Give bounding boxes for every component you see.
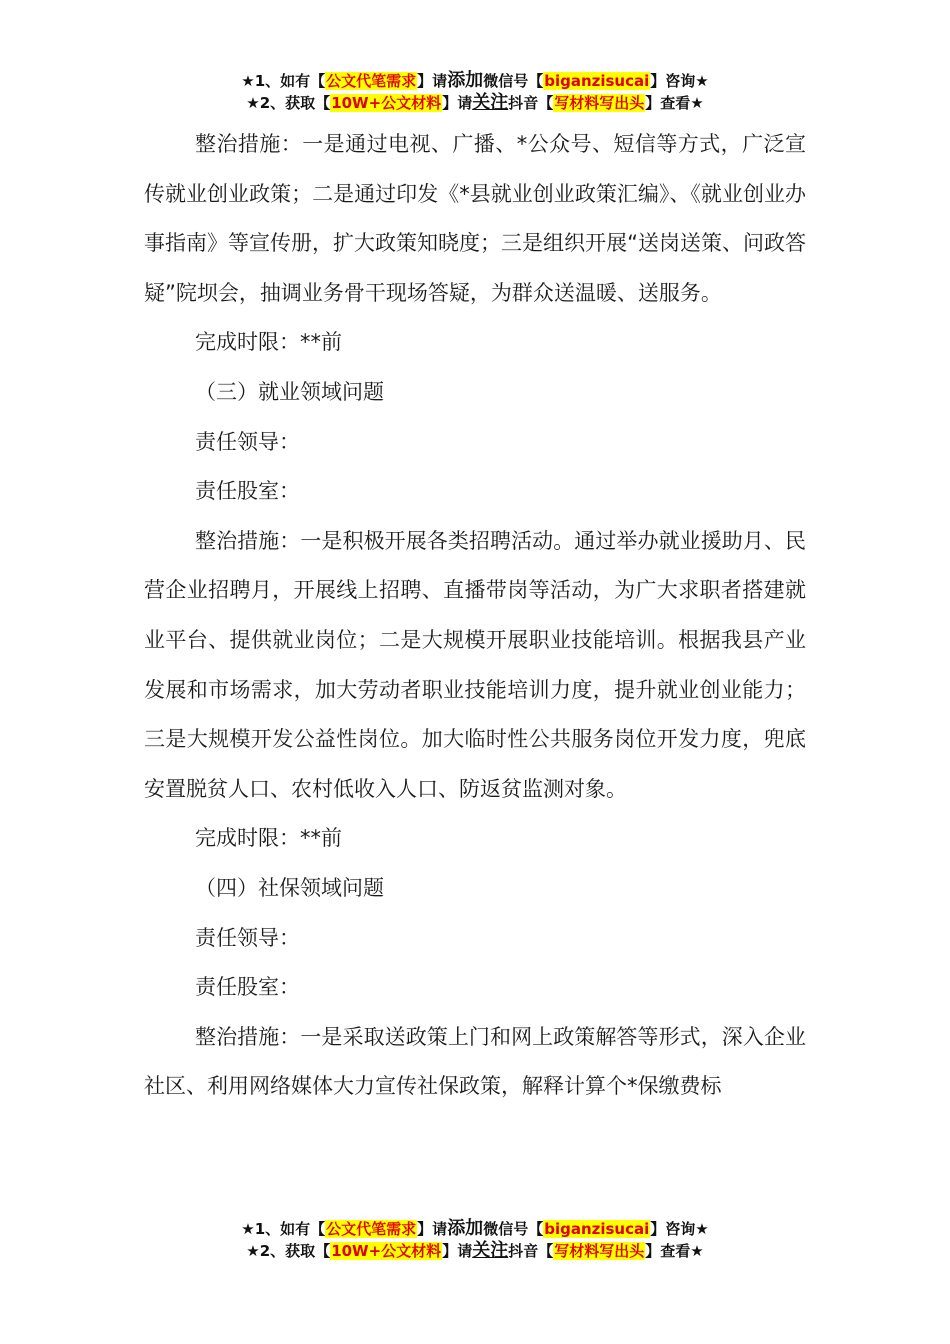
banner-text: 】查看	[645, 1242, 691, 1260]
highlight-materials: 10W+公文材料	[331, 1242, 442, 1260]
highlight-service: 公文代笔需求	[326, 1220, 417, 1238]
banner-text: 】请	[417, 1220, 448, 1238]
banner-line-1	[0, 70, 950, 92]
banner-text: 抖音【	[508, 94, 554, 112]
paragraph-leader: 责任领导：	[195, 925, 300, 950]
banner-text: 】请	[442, 94, 473, 112]
paragraph-measures: 整治措施：一是通过电视、广播、*公众号、短信等方式，广泛宣传就业创业政策；二是通过印发《*县就业创业政策汇编》、《就业创业办事指南》等宣传册，扩大政策知晓度；三是组织开展“送岗送策、问政答疑”院坝会，抽调业务骨干现场答疑，为群众送温暖、送服务。	[144, 132, 806, 305]
banner-text: 抖音【	[508, 1242, 554, 1260]
banner-text: 1、如有【	[254, 1220, 326, 1238]
banner-line-2	[0, 92, 950, 114]
banner-emphasis: 添加	[447, 70, 484, 91]
banner-text: 2、获取【	[259, 94, 331, 112]
banner-text: 微信号【	[483, 72, 544, 90]
star-icon: ★	[246, 94, 260, 112]
banner-emphasis: 添加	[447, 1218, 484, 1239]
banner-text: 】咨询	[650, 72, 696, 90]
paragraph-deadline: 完成时限：**前	[195, 826, 342, 851]
footer-banner	[0, 1218, 950, 1262]
banner-line-1	[0, 1218, 950, 1240]
highlight-douyin-account: 写材料写出头	[554, 94, 645, 112]
star-icon: ★	[695, 1220, 709, 1238]
banner-text: 】查看	[645, 94, 691, 112]
header-banner	[0, 70, 950, 114]
banner-text: 微信号【	[483, 1220, 544, 1238]
section-heading: （三）就业领域问题	[195, 379, 384, 404]
highlight-materials: 10W+公文材料	[331, 94, 442, 112]
star-icon: ★	[246, 1242, 260, 1260]
paragraph-office: 责任股室：	[195, 975, 300, 1000]
star-icon: ★	[241, 72, 255, 90]
star-icon: ★	[695, 72, 709, 90]
highlight-douyin-account: 写材料写出头	[554, 1242, 645, 1260]
banner-text: 2、获取【	[259, 1242, 331, 1260]
document-body	[144, 120, 806, 1112]
banner-emphasis: 关注	[472, 92, 509, 113]
banner-line-2	[0, 1240, 950, 1262]
star-icon: ★	[690, 1242, 704, 1260]
star-icon: ★	[241, 1220, 255, 1238]
highlight-service: 公文代笔需求	[326, 72, 417, 90]
section-heading: （四）社保领域问题	[195, 875, 384, 900]
banner-text: 】咨询	[650, 1220, 696, 1238]
star-icon: ★	[690, 94, 704, 112]
paragraph-measures: 整治措施：一是积极开展各类招聘活动。通过举办就业援助月、民营企业招聘月，开展线上招聘、直播带岗等活动，为广大求职者搭建就业平台、提供就业岗位；二是大规模开展职业技能培训。根据我县产业发展和市场需求，加大劳动者职业技能培训力度，提升就业创业能力；三是大规模开发公益性岗位。加大临时性公共服务岗位开发力度，兜底安置脱贫人口、农村低收入人口、防返贫监测对象。	[144, 528, 806, 801]
paragraph-leader: 责任领导：	[195, 429, 300, 454]
highlight-wechat-id: biganzisucai	[544, 1220, 650, 1238]
banner-text: 1、如有【	[254, 72, 326, 90]
banner-text: 】请	[417, 72, 448, 90]
paragraph-deadline: 完成时限：**前	[195, 330, 342, 355]
banner-emphasis: 关注	[472, 1240, 509, 1261]
paragraph-measures: 整治措施：一是采取送政策上门和网上政策解答等形式，深入企业社区、利用网络媒体大力宣传社保政策，解释计算个*保缴费标	[144, 1024, 806, 1099]
paragraph-office: 责任股室：	[195, 479, 300, 504]
highlight-wechat-id: biganzisucai	[544, 72, 650, 90]
banner-text: 】请	[442, 1242, 473, 1260]
